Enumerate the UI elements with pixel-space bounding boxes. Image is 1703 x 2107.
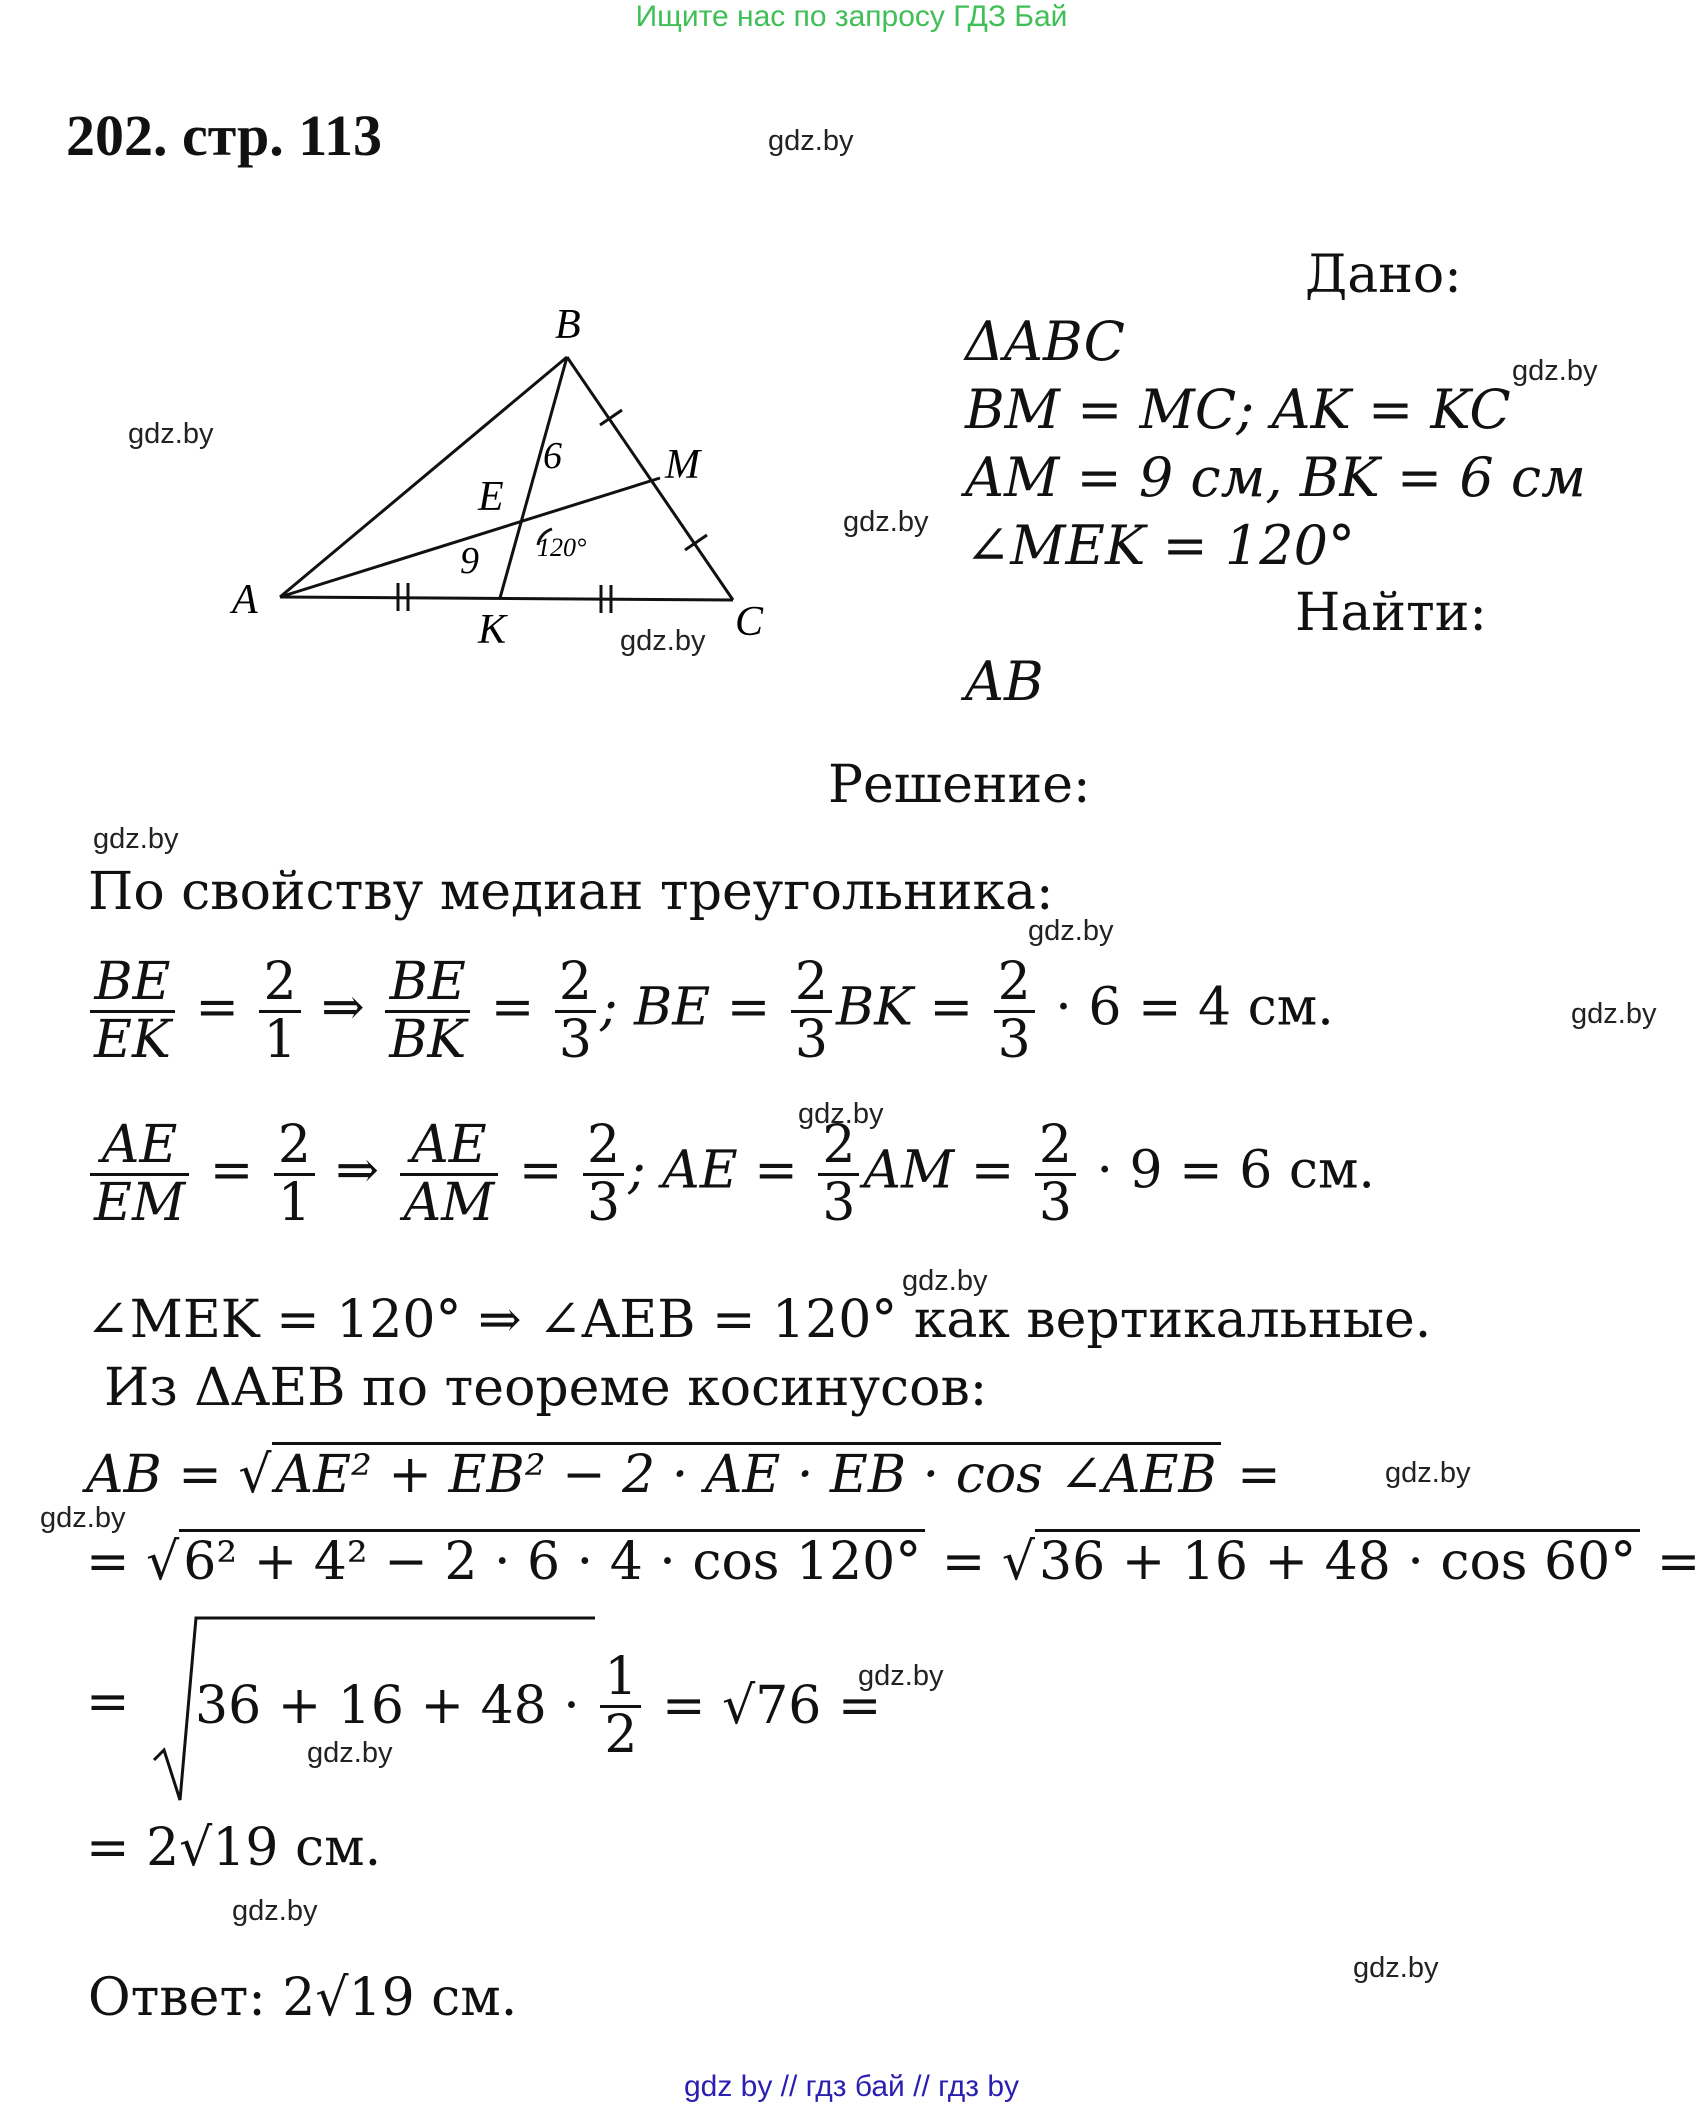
watermark: gdz.by (307, 1737, 393, 1769)
given-line: BM = MC; AK = KC (965, 378, 1511, 441)
watermark: gdz.by (40, 1502, 126, 1534)
solution-line-3: ∠MEK = 120° ⇒ ∠AEB = 120° как вертикальные. (86, 1290, 1432, 1350)
side-bc (567, 357, 733, 600)
solution-line-8: = 2√19 см. (86, 1818, 382, 1878)
watermark: gdz.by (128, 418, 214, 450)
label-k: K (478, 607, 507, 653)
triangle-figure (220, 290, 800, 670)
watermark: gdz.by (1571, 998, 1657, 1030)
segment-ae-label: 9 (460, 540, 479, 582)
solution-line-4: Из ΔAEB по теореме косинусов: (104, 1358, 988, 1418)
watermark: gdz.by (768, 125, 854, 157)
solution-line-7: = (86, 1672, 130, 1732)
given-line: ΔABC (965, 310, 1125, 373)
solution-line-2: $\frac{AE}{EM}$ = $\frac{2}{1}$ ⇒ $\frac{AE}{AM}$ = $\frac{2}{3}$ ; AE = $\frac{2}{3}$ AM = $\frac{2}{3}$ · 9 = 6 см. (86, 1118, 1375, 1230)
solution-line-6: = √6² + 4² − 2 · 6 · 4 · cos 120° = √36 + 16 + 48 · cos 60° = (86, 1532, 1700, 1592)
side-ac (280, 597, 733, 600)
watermark: gdz.by (93, 823, 179, 855)
watermark: gdz.by (1353, 1952, 1439, 1984)
solution-line-1: $\frac{BE}{EK}$ = $\frac{2}{1}$ ⇒ $\frac{BE}{BK}$ = $\frac{2}{3}$ ; BE = $\frac{2}{3}$ BK = $\frac{2}{3}$ · 6 = 4 см. (86, 955, 1334, 1067)
given-heading: Дано: (1305, 245, 1462, 305)
watermark: gdz.by (843, 506, 929, 538)
solution-intro: По свойству медиан треугольника: (88, 862, 1054, 922)
solution-heading: Решение: (828, 755, 1091, 815)
label-a: A (232, 577, 258, 623)
watermark: gdz.by (1385, 1457, 1471, 1489)
label-m: M (665, 442, 700, 488)
watermark: gdz.by (620, 625, 706, 657)
given-line: AM = 9 см, BK = 6 см (965, 446, 1586, 509)
footer-links[interactable]: gdz by // гдз бай // гдз by (683, 2070, 1020, 2103)
watermark: gdz.by (1028, 915, 1114, 947)
watermark: gdz.by (1512, 355, 1598, 387)
label-e: E (478, 474, 504, 520)
label-c: C (735, 599, 764, 645)
top-banner[interactable]: Ищите нас по запросу ГДЗ Бай (635, 0, 1068, 33)
find-heading: Найти: (1295, 583, 1487, 643)
solution-line-7-body: 36 + 16 + 48 · $\frac{1}{2}$ = √76 = (195, 1647, 882, 1765)
segment-be-label: 6 (543, 435, 562, 477)
label-b: B (555, 302, 581, 348)
given-line: ∠MEK = 120° (965, 514, 1355, 577)
angle-label: 120° (537, 533, 587, 562)
task-title: 202. стр. 113 (66, 103, 382, 168)
answer: Ответ: 2√19 см. (88, 1968, 518, 2028)
find-value: AB (965, 650, 1044, 713)
watermark: gdz.by (232, 1895, 318, 1927)
watermark: gdz.by (902, 1265, 988, 1297)
watermark: gdz.by (798, 1098, 884, 1130)
watermark: gdz.by (858, 1660, 944, 1692)
side-ab (280, 357, 567, 597)
solution-line-5: AB = √AE² + EB² − 2 · AE · EB · cos ∠AEB = (86, 1445, 1281, 1505)
